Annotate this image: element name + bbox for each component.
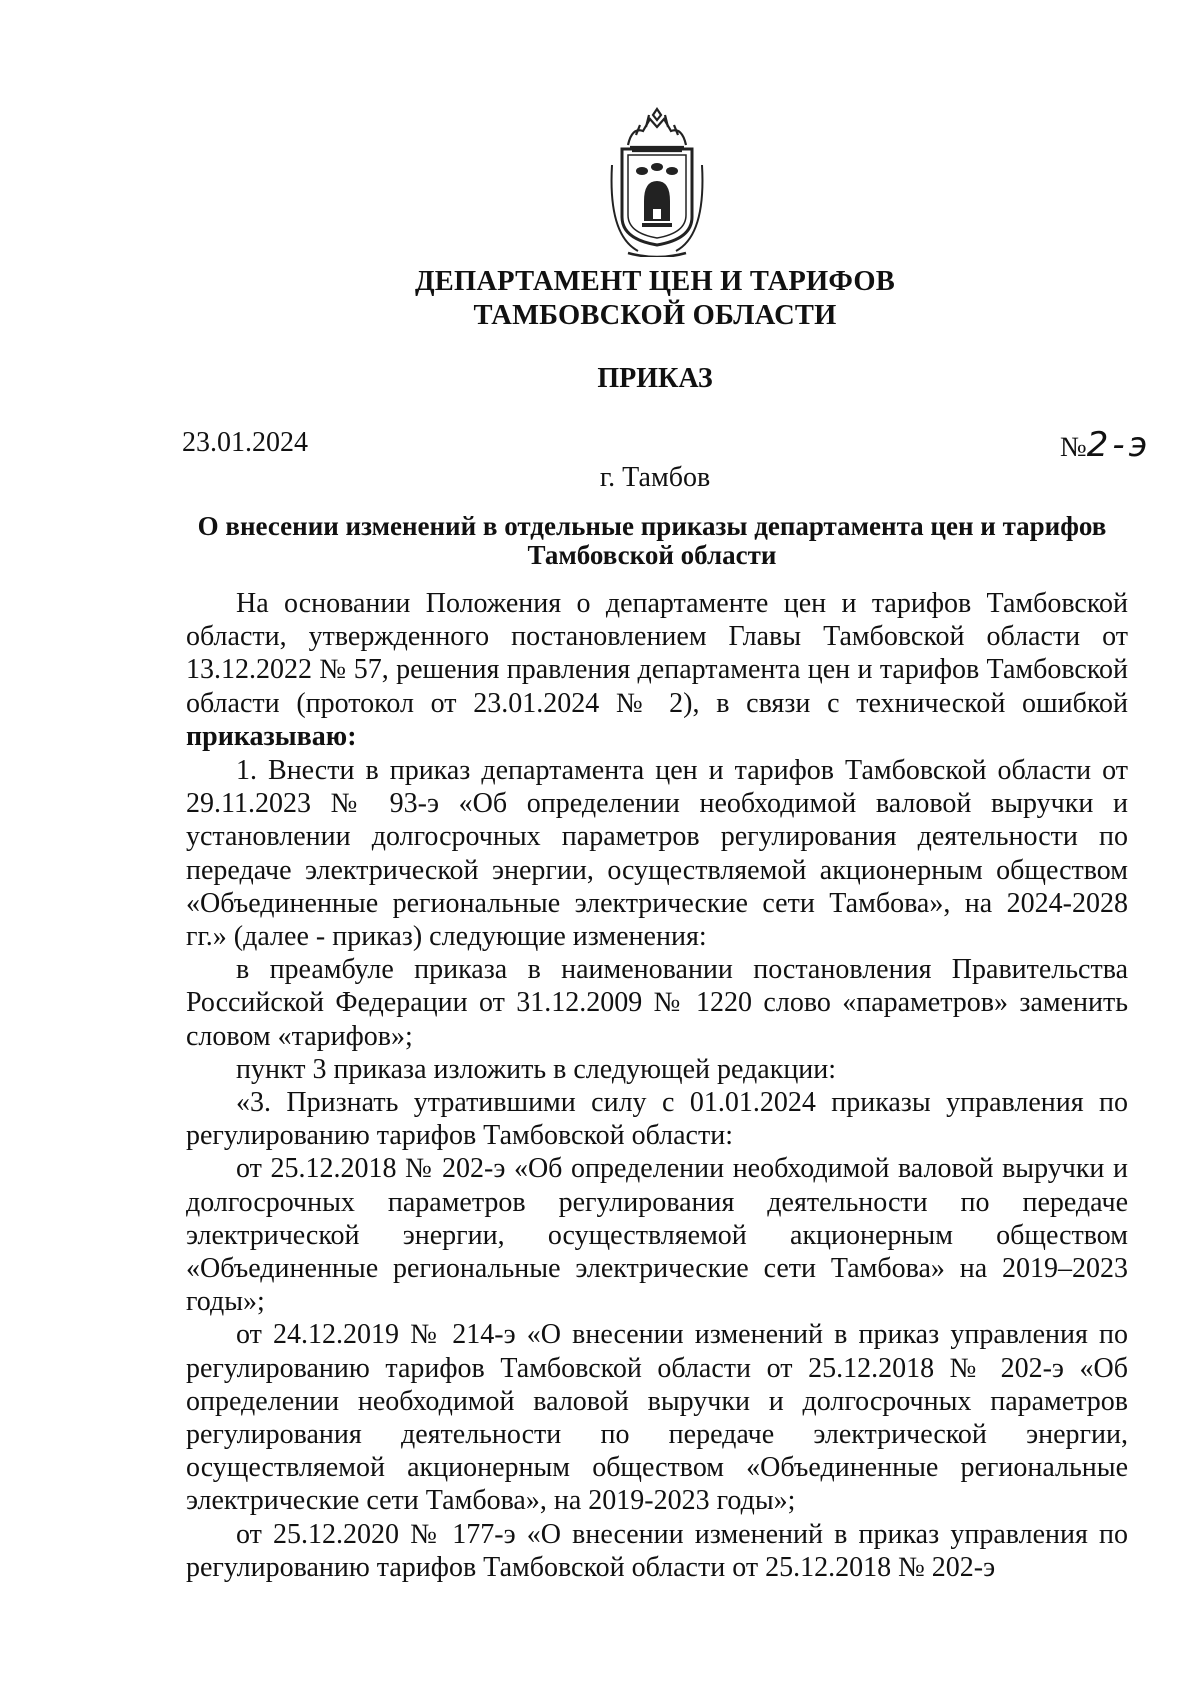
number-prefix: № [1060, 432, 1087, 463]
document-subject: О внесении изменений в отдельные приказы департамента цен и тарифов Тамбовской области [197, 511, 1107, 570]
coat-of-arms-icon [598, 105, 716, 257]
order-colon: : [347, 720, 357, 752]
document-number [1060, 425, 1151, 465]
item-1-preamble-change: в преамбуле приказа в наименовании постановления Правительства Российской Федерации от 31.12.2009 № 1220 слово «параметров» заменить словом «тарифов»; [186, 954, 1128, 1052]
handwritten-number: 2-э [1086, 425, 1152, 465]
item-1-paragraph: 1. Внести в приказ департамента цен и тарифов Тамбовской области от 29.11.2023 № 93-э «Об определении необходимой валовой выручки и установлении долгосрочных параметров регулирования деятельности по передаче электрической энергии, осуществляемой акционерным обществом «Объединенные региональные электрические сети Тамбова», на 2024-2028 гг.» (далее - приказ) следующие изменения: [186, 755, 1128, 953]
list-item: от 25.12.2018 № 202-э «Об определении необходимой валовой выручки и долгосрочных параметров регулирования деятельности по передаче электрической энергии, осуществляемой акционерным обществом «Объединенные региональные электрические сети Тамбова» на 2019–2023 годы»; [186, 1153, 1128, 1318]
list-item: от 25.12.2020 № 177-э «О внесении изменений в приказ управления по регулированию тарифов Тамбовской области от 25.12.2018 № 202-э [186, 1518, 1128, 1583]
department-name-line1: ДЕПАРТАМЕНТ ЦЕН И ТАРИФОВ [414, 266, 896, 297]
document-city: г. Тамбов [599, 462, 711, 493]
item-1-point3-change: пункт 3 приказа изложить в следующей редакции: [236, 1053, 837, 1085]
preamble-paragraph [186, 587, 1128, 753]
document-date: 23.01.2024 [182, 427, 308, 458]
document-type: ПРИКАЗ [597, 363, 713, 394]
list-item: от 24.12.2019 № 214-э «О внесении изменений в приказ управления по регулированию тарифов Тамбовской области от 25.12.2018 № 202-э «Об определении необходимой валовой выручки и долгосрочных параметров регулирования деятельности по передаче электрической энергии, осуществляемой акционерным обществом «Объединенные региональные электрические сети Тамбова», на 2019-2023 годы»; [186, 1319, 1128, 1517]
document-body [186, 587, 1128, 1584]
order-word: приказываю [186, 720, 348, 752]
department-name-line2: ТАМБОВСКОЙ ОБЛАСТИ [473, 300, 837, 331]
preamble-text: На основании Положения о департаменте цен и тарифов Тамбовской области, утвержденного постановлением Главы Тамбовской области от 13.12.2022 № 57, решения правления департамента цен и тарифов Тамбовской области (протокол от 23.01.2024 № 2), в связи с технической ошибкой [186, 588, 1128, 719]
item-1-point3-text: «3. Признать утратившими силу с 01.01.2024 приказы управления по регулированию тарифов Тамбовской области: [186, 1087, 1128, 1152]
